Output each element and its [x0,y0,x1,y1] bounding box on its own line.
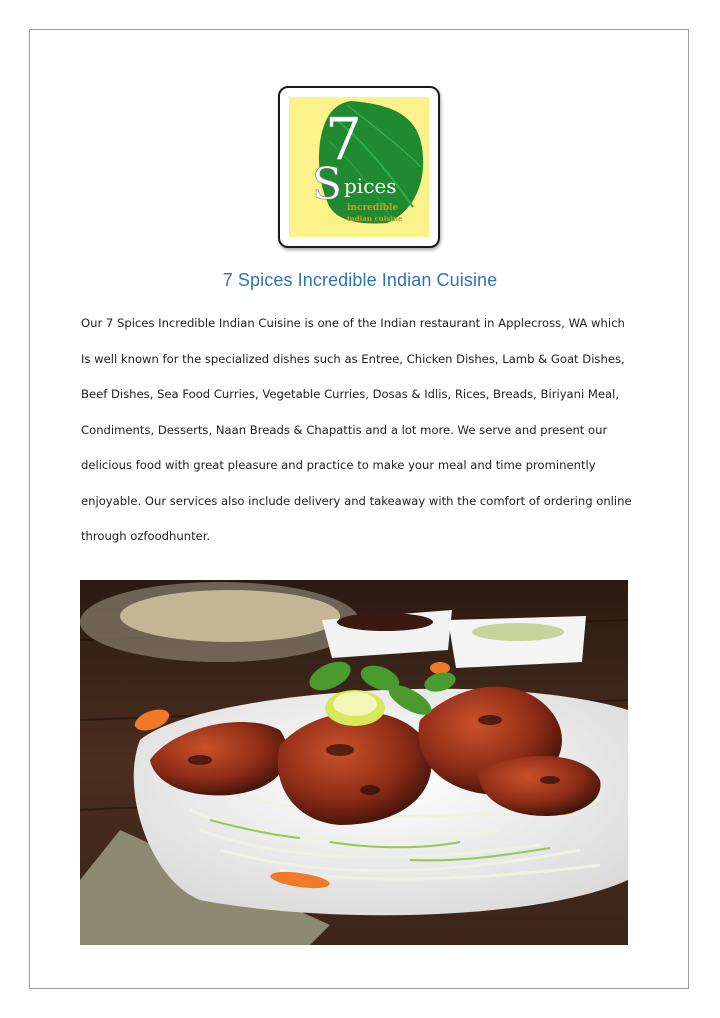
restaurant-logo [278,86,440,248]
logo-word-rest: pices [344,174,397,198]
lime-flesh [333,692,377,716]
tamarind-sauce [337,613,433,631]
paragraph-line: Our 7 Spices Incredible Indian Cuisine is one of the Indian restaurant in Applecross, WA which [81,316,625,330]
paragraph-line: Is well known for the specialized dishes such as Entree, Chicken Dishes, Lamb & Goat Dishes, [81,351,625,366]
paragraph-line: delicious food with great pleasure and practice to make your meal and time prominently [81,458,596,472]
background-food [120,590,340,642]
paragraph-line: enjoyable. Our services also include delivery and takeaway with the comfort of ordering online [81,493,632,508]
paragraph-line: Condiments, Desserts, Naan Breads & Chapattis and a lot more. We serve and present our [81,422,608,437]
description-paragraph [81,313,651,562]
mint-chutney [472,623,564,641]
logo-tagline-1: incredible [347,203,399,213]
document-title: 7 Spices Incredible Indian Cuisine [222,270,498,290]
logo-numeral: 7 [325,105,362,173]
food-photo-illustration [80,580,628,945]
paragraph-line: Beef Dishes, Sea Food Curries, Vegetable Curries, Dosas & Idlis, Rices, Breads, Biriyani Meal, [81,387,620,401]
logo-tagline-2: indian cuisine [347,214,403,223]
tandoori-chicken-photo [80,580,628,945]
logo-background [289,97,429,237]
paragraph-line: through ozfoodhunter. [81,529,211,543]
logo-letter-s: S [312,159,343,210]
spices-logo-graphic [289,97,429,237]
